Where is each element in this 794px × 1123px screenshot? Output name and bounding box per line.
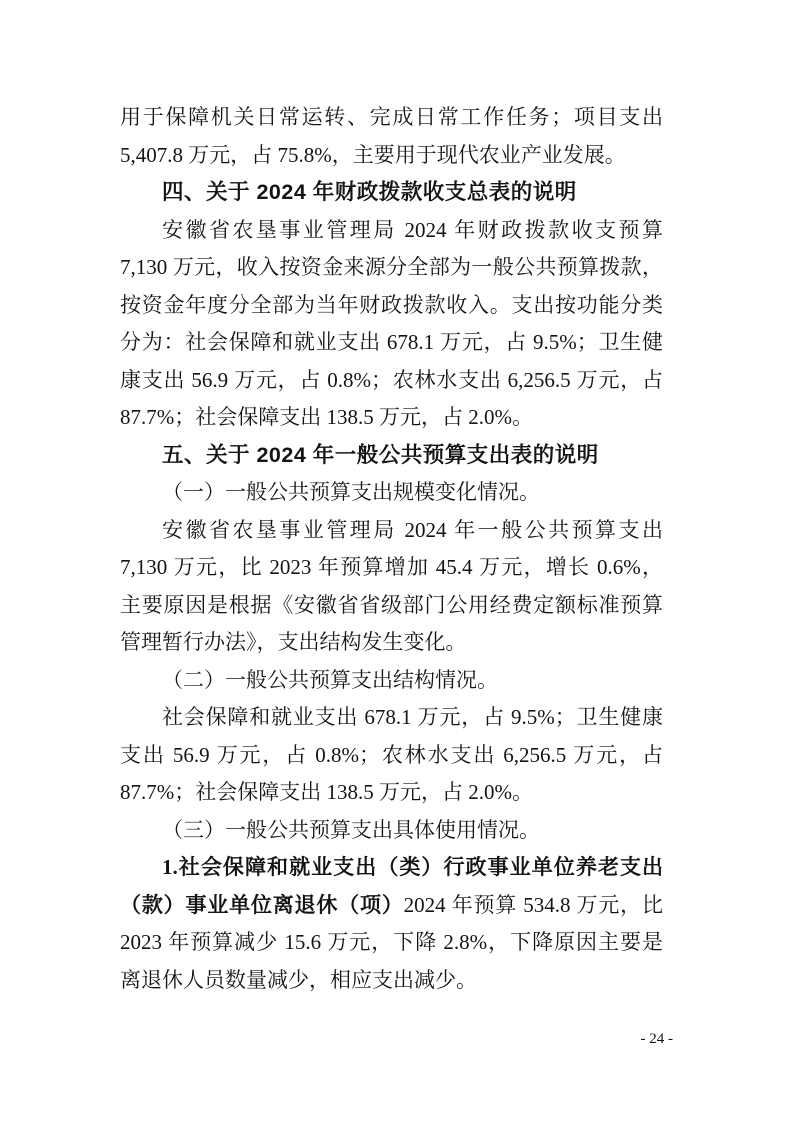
text-line: 1.社会保障和就业支出（类）行政事业单位养老支出	[162, 855, 663, 879]
text-line: 用于保障机关日常运转、完成日常工作任务；项目支出	[120, 105, 663, 129]
text-line: （二）一般公共预算支出结构情况。	[162, 667, 498, 692]
text-line: 安徽省农垦事业管理局 2024 年财政拨款收支预算	[162, 217, 663, 242]
text-line: 7,130 万元，收入按资金来源分全部为一般公共预算拨款，	[120, 255, 663, 279]
text-run: 2024 年预算 534.8 万元，比	[403, 892, 664, 917]
text-line: 2023 年预算减少 15.6 万元，下降 2.8%，下降原因主要是	[120, 930, 663, 954]
text-line: （三）一般公共预算支出具体使用情况。	[162, 817, 540, 842]
text-line	[120, 887, 663, 925]
text-line: 按资金年度分全部为当年财政拨款收入。支出按功能分类	[120, 292, 663, 317]
text-line: 87.7%；社会保障支出 138.5 万元，占 2.0%。	[120, 405, 533, 429]
text-line: 离退休人员数量减少，相应支出减少。	[120, 967, 477, 992]
text-line: （一）一般公共预算支出规模变化情况。	[162, 480, 540, 504]
text-line: 分为：社会保障和就业支出 678.1 万元，占 9.5%；卫生健	[120, 330, 663, 354]
text-line: 管理暂行办法》，支出结构发生变化。	[120, 630, 467, 654]
text-line: 87.7%；社会保障支出 138.5 万元，占 2.0%。	[120, 780, 533, 804]
text-line: 支出 56.9 万元，占 0.8%；农林水支出 6,256.5 万元，占	[120, 742, 663, 767]
text-line: 主要原因是根据《安徽省省级部门公用经费定额标准预算	[120, 592, 663, 617]
bold-text-run: （款）事业单位离退休（项）	[120, 892, 404, 917]
page-number: - 24 -	[640, 1031, 673, 1047]
text-line: 五、关于 2024 年一般公共预算支出表的说明	[162, 442, 599, 467]
text-line: 安徽省农垦事业管理局 2024 年一般公共预算支出	[162, 517, 663, 542]
text-line: 5,407.8 万元，占 75.8%，主要用于现代农业产业发展。	[120, 142, 626, 167]
text-line: 社会保障和就业支出 678.1 万元，占 9.5%；卫生健康	[162, 705, 663, 729]
text-line: 四、关于 2024 年财政拨款收支总表的说明	[162, 180, 577, 204]
document-body	[120, 99, 663, 999]
text-line: 康支出 56.9 万元，占 0.8%；农林水支出 6,256.5 万元，占	[120, 367, 663, 392]
text-line: 7,130 万元，比 2023 年预算增加 45.4 万元，增长 0.6%，	[120, 555, 663, 579]
